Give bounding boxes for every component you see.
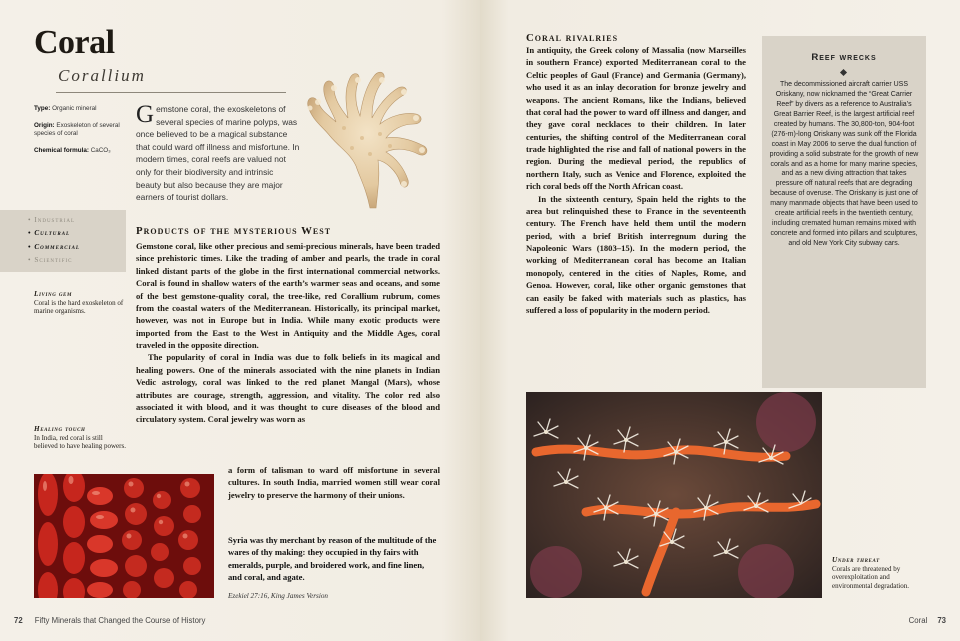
body-paragraph: In the sixteenth century, Spain held the rights to the area but relinquished these to France in the seventeenth century. The French have held them until the modern period, with a brief British interregnum during the Napoleonic Wars (1803–15). In the modern period, the working of Mediterranean coral has become an Italian monopoly, centered in the cities of Naples, Rome, and Genoa. However, coral, like other organic gemstones that can easily be faked with materials such as plastics, has suffered a loss of popularity in the modern period.	[526, 193, 746, 315]
index-item-industrial: • Industrial	[28, 216, 76, 224]
fact-type	[34, 105, 126, 114]
fact-label: Type:	[34, 105, 51, 112]
fact-box	[34, 105, 126, 163]
page-number: 73	[937, 616, 946, 625]
fact-label: Chemical formula:	[34, 146, 89, 154]
sidenote-heading: Living gem	[34, 290, 73, 298]
sidenote-heading: Under threat	[832, 556, 880, 564]
right-page	[480, 0, 960, 641]
drop-cap: G	[136, 101, 155, 128]
scripture-quote: Syria was thy merchant by reason of the multitude of the wares of thy making: they occupied in thy fairs with emeralds, purple, and broidered work, and fine linen, and coral, and agate.	[228, 535, 437, 583]
sidenote-heading: Healing touch	[34, 425, 86, 433]
body-text-right	[526, 44, 746, 316]
page-number: 72	[14, 616, 23, 625]
coral-beads-image	[34, 474, 214, 598]
sidenote-under-threat	[832, 556, 926, 590]
intro-paragraph	[136, 103, 300, 204]
index-item-commercial: • Commercial	[28, 242, 80, 251]
diamond-icon	[840, 69, 847, 76]
sidebar-text: The decommissioned aircraft carrier USS Oriskany, now nicknamed the “Great Carrier Reef” by divers as a reference to Australia’s Great Barrier Reef, is the largest artificial reef created by humans. The 30,800-ton, 904-foot (276-m)-long Oriskany was sunk off the Florida coast in May 2006 to serve the dual function of providing a solid substrate for the growth of new corals and as a home for many marine species, and as a new diving attraction that takes pressure off natural reefs that are degrading because of overuse. The Oriskany is just one of many manmade objects that have been used to create artificial reefs in the twentieth century, including cremated human remains mixed with concrete and formed into pillars and sculptures, and old New York City subway cars.	[769, 81, 919, 247]
quote-citation: Ezekiel 27:16, King James Version	[228, 592, 329, 600]
fact-value: CaCO₃	[90, 146, 111, 154]
sidebar-heading: Reef wrecks	[811, 52, 877, 63]
body-paragraph: a form of talisman to ward off misfortune in several cultures. In south India, married women still wear coral jewelry to preserve the harmony of their unions.	[228, 465, 440, 500]
fact-value: Organic mineral	[52, 105, 97, 112]
fact-label: Origin:	[34, 121, 55, 129]
page-subtitle: Corallium	[58, 66, 146, 85]
index-item-scientific: • Scientific	[28, 256, 73, 265]
sidenote-text: Corals are threatened by overexploitation and environmental degradation.	[832, 564, 909, 590]
section-heading: Coral rivalries	[526, 32, 619, 44]
sidebar-reef-wrecks	[762, 36, 926, 388]
red-coral-beads-photo	[34, 474, 214, 598]
title-divider	[56, 92, 286, 93]
page-title: Coral	[34, 24, 115, 61]
coral-polyps-photo	[526, 392, 822, 598]
coral-polyps-image	[526, 392, 822, 598]
fact-value: Exoskeleton of several species of coral	[34, 121, 120, 137]
coral-branch-image	[300, 58, 440, 210]
body-text-continued	[228, 464, 440, 501]
intro-text: emstone coral, the exoskeletons of several species of marine polyps, was once believed to be a magical substance that could ward off illness and misfortune. In modern times, coral reefs are valued not only for their biodiversity and intrinsic beauty but also because they are major earners of tourist dollars.	[136, 104, 300, 203]
category-index	[28, 214, 80, 268]
sidenote-text: In India, red coral is still believed to have healing powers.	[34, 433, 126, 451]
body-paragraph: The popularity of coral in India was due to folk beliefs in its magical and healing powers. One of the minerals associated with the nine planets in Indian Vedic astrology, coral was linked to the red planet Mangal (Mars), whose attributes are courage, strength, aggression, and vitality. The color red also associated it with blood, and it was thought to cure diseases of the blood and circulatory system. Coral jewelry was worn as	[136, 352, 440, 425]
folio-left	[14, 616, 205, 625]
fact-origin	[34, 122, 126, 139]
sidenote-text: Coral is the hard exoskeleton of marine organisms.	[34, 298, 124, 316]
fact-formula	[34, 147, 126, 156]
body-text-left	[136, 240, 440, 426]
folio-right	[909, 616, 946, 625]
body-paragraph: In antiquity, the Greek colony of Massalia (now Marseilles in southern France) exported Mediterranean coral to the Celtic peoples of Gaul (France) and Germania (Germany), who used it as an inlay decoration for bronze jewelry and weapons. The ancient Romans, like the Indians, believed that coral had the power to ward off illness and danger, and they gave coral necklaces to their children. In later centuries, the shifting control of the Mediterranean coral trade highlighted the rise and fall of national powers in the region. During the medieval period, the republics of northern Italy, such as Venice and Florence, exploited the rich coral beds off the North African coast.	[526, 45, 746, 192]
index-item-cultural: • Cultural	[28, 229, 71, 238]
sidenote-living-gem	[34, 290, 126, 316]
running-title: Fifty Minerals that Changed the Course of History	[34, 616, 206, 625]
section-heading: Products of the mysterious West	[136, 225, 332, 237]
running-title: Coral	[908, 616, 928, 625]
sidenote-healing-touch	[34, 425, 126, 451]
body-paragraph: Gemstone coral, like other precious and semi-precious minerals, have been traded since prehistoric times. Like the trading of amber and pearls, the trade in coral linked distant parts of the globe in the first international commercial networks. Coral is found in shallow waters of the earth’s warmer seas and oceans, and some of the best gemstone-quality coral, the tree-like, red Corallium rubrum, comes from the coastal waters of the Mediterranean. Historically, its principal market, however, was not in Europe but in India. While many exotic products were imported from the East to the West in Antiquity and the Middle Ages, coral traveled in the opposite direction.	[136, 241, 440, 350]
